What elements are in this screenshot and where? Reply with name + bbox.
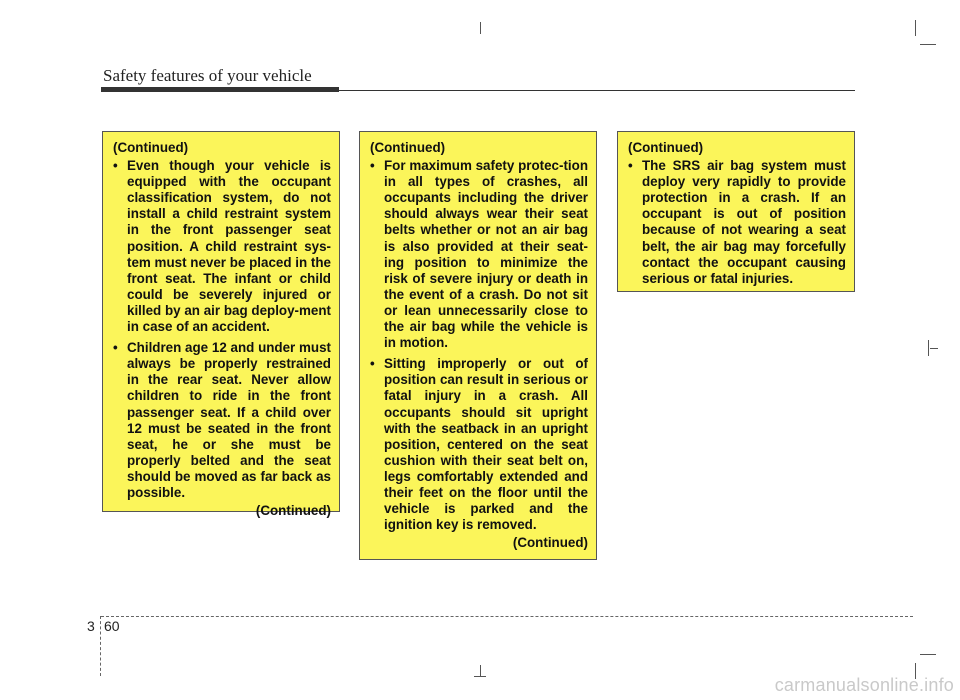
warning-box-1 [102,131,340,519]
continued-label-top: (Continued) [628,140,704,155]
warning-box-2 [359,131,597,560]
crop-mark-top-right [915,20,916,36]
bullet-list [628,158,846,287]
bullet-item: • Children age 12 and under must always be properly restrained in the rear seat. Never allow children to ride in the front passenger seat. If a child over 12 must be seated in the front seat, he or she must be properly belted and the seat should be moved as far back as possible. [113,340,331,501]
crop-mark-bottom-center [474,676,486,677]
continued-label-top: (Continued) [113,140,189,155]
header-rule [101,90,855,91]
crop-mark-top-right [920,44,936,45]
bullet-item: • Sitting improperly or out of position can result in serious or fatal injury in a crash. All occupants should sit upright with the seatback in an upright position, centered on the seat cushion with their seat belt on, legs comfortably extended and their feet on the floor until the vehicle is parked and the ignition key is removed. [370,356,588,533]
continued-label-bottom: (Continued) [255,503,331,519]
continued-label-top: (Continued) [370,140,446,155]
page-header-title: Safety features of your vehicle [103,66,312,85]
crop-mark-right-middle [928,340,929,356]
bullet-item: • For maximum safety protec-tion in all types of crashes, all occupants including the driver should always wear their seat belts whether or not an air bag is also provided at their seat-ing position to minimize the risk of severe injury or death in the event of a crash. Do not sit or lean unnecessarily close to the air bag while the vehicle is in motion. [370,158,588,351]
bullet-item: • Even though your vehicle is equipped with the occupant classification system, do not install a child restraint system in the front passenger seat position. A child restraint sys-tem must never be placed in the front seat. The infant or child could be severely injured or killed by an air bag deploy-ment in case of an accident. [113,158,331,335]
continued-label-bottom: (Continued) [512,535,588,551]
section-number: 3 [87,618,95,634]
footer-dashed-rule [101,616,913,617]
watermark: carmanualsonline.info [774,675,954,695]
bullet-item: • The SRS air bag system must deploy very rapidly to provide protection in a crash. If an occupant is out of position because of not wearing a seat belt, the air bag may forcefully contact the occupant causing serious or fatal injuries. [628,158,846,287]
bullet-list [113,158,331,501]
warning-box-3 [617,131,855,292]
crop-mark-bottom-right [920,654,936,655]
footer-vertical-rule [100,616,101,676]
page-number: 60 [104,618,120,634]
crop-mark-right-middle [930,348,938,349]
crop-mark-top-center [480,22,481,34]
bullet-list [370,158,588,533]
